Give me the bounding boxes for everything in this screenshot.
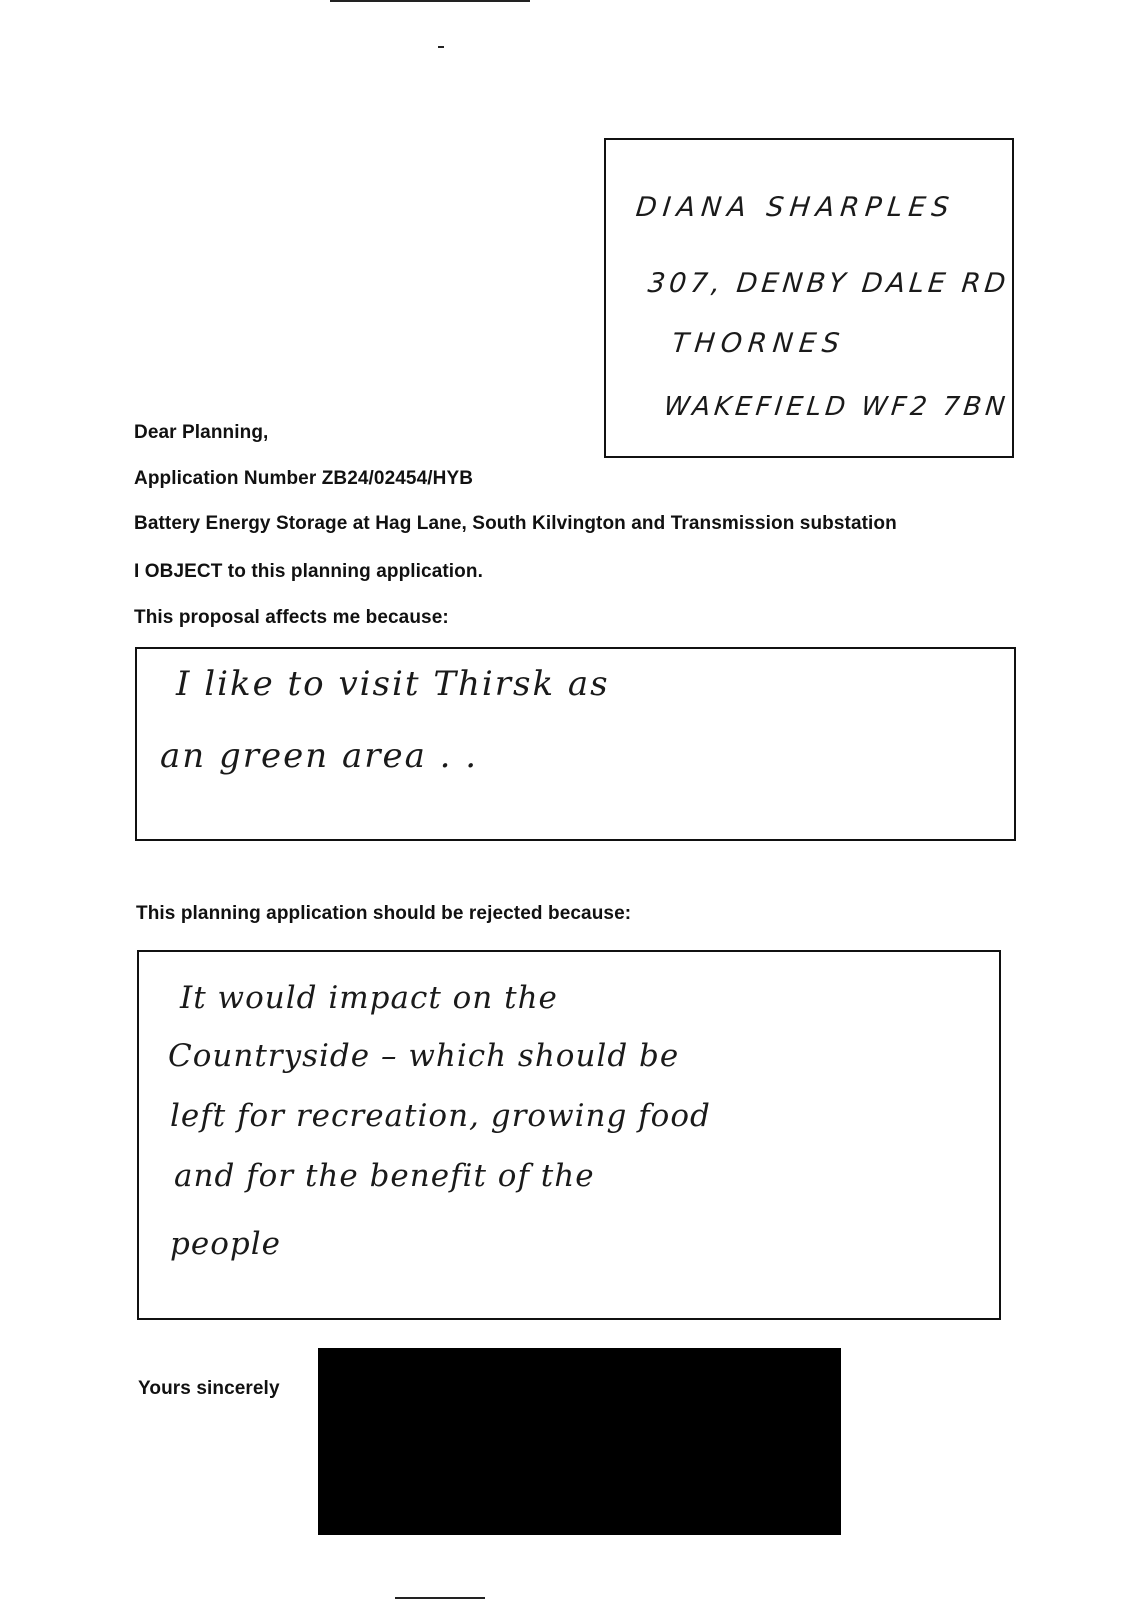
rejected-line: Countryside – which should be bbox=[168, 1038, 680, 1074]
application-number: Application Number ZB24/02454/HYB bbox=[134, 468, 474, 489]
rejected-label: This planning application should be rejected because: bbox=[136, 903, 632, 924]
affects-label: This proposal affects me because: bbox=[134, 607, 449, 628]
salutation: Dear Planning, bbox=[134, 422, 269, 443]
affects-line: an green area . . bbox=[160, 736, 479, 776]
rejected-line: and for the benefit of the bbox=[174, 1158, 595, 1194]
scan-artifact-bottom bbox=[395, 1597, 485, 1599]
objection-statement: I OBJECT to this planning application. bbox=[134, 561, 483, 582]
address-name: DIANA SHARPLES bbox=[634, 192, 957, 223]
closing: Yours sincerely bbox=[138, 1378, 280, 1399]
scan-artifact-top bbox=[330, 0, 530, 2]
signature-redaction bbox=[318, 1348, 841, 1535]
scan-artifact-dot bbox=[438, 46, 444, 48]
rejected-line: It would impact on the bbox=[180, 980, 558, 1016]
address-line1: 307, DENBY DALE RD bbox=[646, 268, 1012, 299]
address-line2: THORNES bbox=[670, 328, 847, 359]
affects-line: I like to visit Thirsk as bbox=[176, 664, 610, 704]
rejected-line: people bbox=[170, 1226, 281, 1262]
subject-line: Battery Energy Storage at Hag Lane, South Kilvington and Transmission substation bbox=[134, 513, 897, 534]
rejected-line: left for recreation, growing food bbox=[170, 1098, 711, 1134]
address-line3: WAKEFIELD WF2 7BN bbox=[662, 392, 1011, 422]
